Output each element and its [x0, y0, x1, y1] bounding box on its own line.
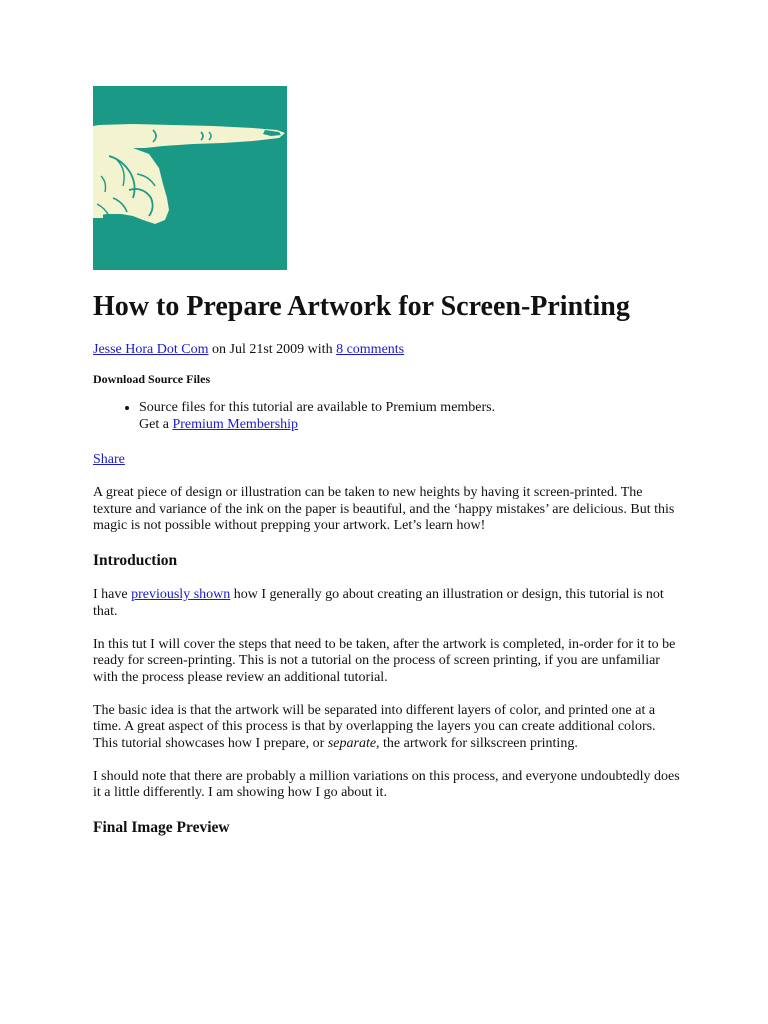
author-link[interactable]: Jesse Hora Dot Com: [93, 342, 209, 357]
download-source-files-heading: Download Source Files: [93, 372, 211, 386]
article: [93, 86, 683, 838]
comments-link[interactable]: 8 comments: [336, 342, 405, 357]
introduction-paragraph-2: In this tut I will cover the steps that need to be taken, after the artwork is completed, in-order for it to be ready for screen-printing. This is not a tutorial on the process of screen printing, if you are unfamiliar with the process please review an additional tutorial.: [93, 636, 676, 685]
introduction-paragraph-3: [93, 703, 683, 753]
source-files-text: Source files for this tutorial are available to Premium members.: [139, 400, 496, 415]
intro-paragraph: A great piece of design or illustration can be taken to new heights by having it screen-printed. The texture and variance of the ink on the paper is beautiful, and the ‘happy mistakes’ are delicious. But this magic is not possible without prepping your artwork. Let’s learn how!: [93, 485, 675, 534]
intro-p3-em: separate: [327, 736, 377, 752]
pointing-hand-icon: [93, 86, 287, 270]
introduction-heading: Introduction: [93, 552, 178, 570]
byline-date: on Jul 21st 2009 with: [208, 342, 337, 357]
intro-p1-start: I have: [93, 587, 132, 603]
byline: [93, 341, 683, 359]
share-section: [93, 451, 683, 469]
share-link[interactable]: Share: [93, 452, 125, 467]
previously-shown-link[interactable]: previously shown: [131, 587, 231, 603]
intro-p3-start: The basic idea is that the artwork will be separated into different layers of color, and printed one at a time. A great aspect of this process is that by overlapping the layers you can create additional colors. This tutorial showcases how I prepare, or: [93, 702, 656, 752]
intro-p1-end: how I generally go about creating an illustration or design, this tutorial is not that.: [93, 587, 664, 619]
introduction-paragraph-1: [93, 587, 683, 620]
premium-membership-link[interactable]: Premium Membership: [172, 417, 299, 432]
download-list: [93, 399, 683, 433]
hero-image: [93, 86, 287, 270]
article-title: How to Prepare Artwork for Screen-Printing: [93, 291, 630, 322]
final-image-preview-heading: Final Image Preview: [93, 819, 230, 837]
get-a-text: Get a: [139, 417, 173, 432]
introduction-paragraph-4: I should note that there are probably a million variations on this process, and everyone undoubtedly does it a little differently. I am showing how I go about it.: [93, 768, 680, 801]
intro-p3-end: , the artwork for silkscreen printing.: [376, 736, 578, 752]
list-item: [139, 399, 683, 433]
